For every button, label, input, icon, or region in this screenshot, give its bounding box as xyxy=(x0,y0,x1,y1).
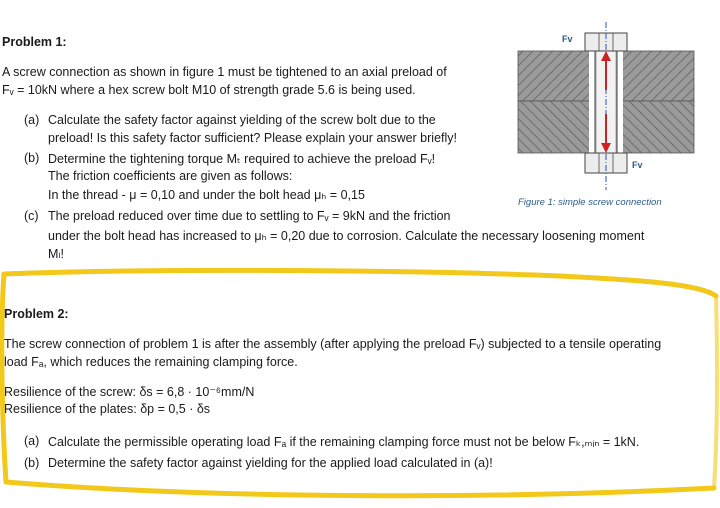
problem2-intro-line2: load Fₐ, which reduces the remaining clamping force. xyxy=(4,355,298,369)
figure-caption: Figure 1: simple screw connection xyxy=(518,197,662,208)
problem1-b-line3: In the thread - μ = 0,10 and under the bolt head μₕ = 0,15 xyxy=(48,188,365,202)
force-label-bottom: Fv xyxy=(632,160,643,170)
problem1-b-line2: The friction coefficients are given as follows: xyxy=(48,169,293,183)
problem1-title: Problem 1: xyxy=(2,35,67,49)
problem1-a-label: (a) xyxy=(24,113,40,127)
problem1-c-line2: under the bolt head has increased to μₕ = 0,20 due to corrosion. Calculate the necessary loosening moment xyxy=(48,229,645,243)
problem1-a-line1: Calculate the safety factor against yielding of the screw bolt due to the xyxy=(48,113,436,127)
problem1-c-line1: The preload reduced over time due to settling to Fᵥ = 9kN and the friction xyxy=(48,209,451,223)
problem1-c-line3: Mₗ! xyxy=(48,247,64,261)
problem2-b-text: Determine the safety factor against yielding for the applied load calculated in (a)! xyxy=(48,456,493,470)
problem1-intro-line1: A screw connection as shown in figure 1 must be tightened to an axial preload of xyxy=(2,65,447,79)
problem2-intro-line1: The screw connection of problem 1 is after the assembly (after applying the preload Fᵥ) subjected to a tensile operating xyxy=(4,337,662,351)
problem2-resilience-screw: Resilience of the screw: δs = 6,8 · 10⁻⁶mm/N xyxy=(4,385,255,399)
force-label-top: Fv xyxy=(562,34,573,44)
problem2-b-label: (b) xyxy=(24,456,40,470)
problem2-a-text: Calculate the permissible operating load Fₐ if the remaining clamping force must not be below Fₖ,ₘᵢₙ = 1kN. xyxy=(48,435,640,449)
problem1-c-label: (c) xyxy=(24,209,39,223)
problem1-b-label: (b) xyxy=(24,151,40,165)
problem2-resilience-plates: Resilience of the plates: δp = 0,5 · δs xyxy=(4,402,211,416)
problem1-a-line2: preload! Is this safety factor sufficient? Please explain your answer briefly! xyxy=(48,131,458,145)
problem2-title: Problem 2: xyxy=(4,307,69,321)
problem1-intro-line2: Fᵥ = 10kN where a hex screw bolt M10 of strength grade 5.6 is being used. xyxy=(2,83,416,97)
problem1-b-line1: Determine the tightening torque Mₜ required to achieve the preload Fᵥ! xyxy=(48,152,436,166)
problem2-a-label: (a) xyxy=(24,434,40,448)
